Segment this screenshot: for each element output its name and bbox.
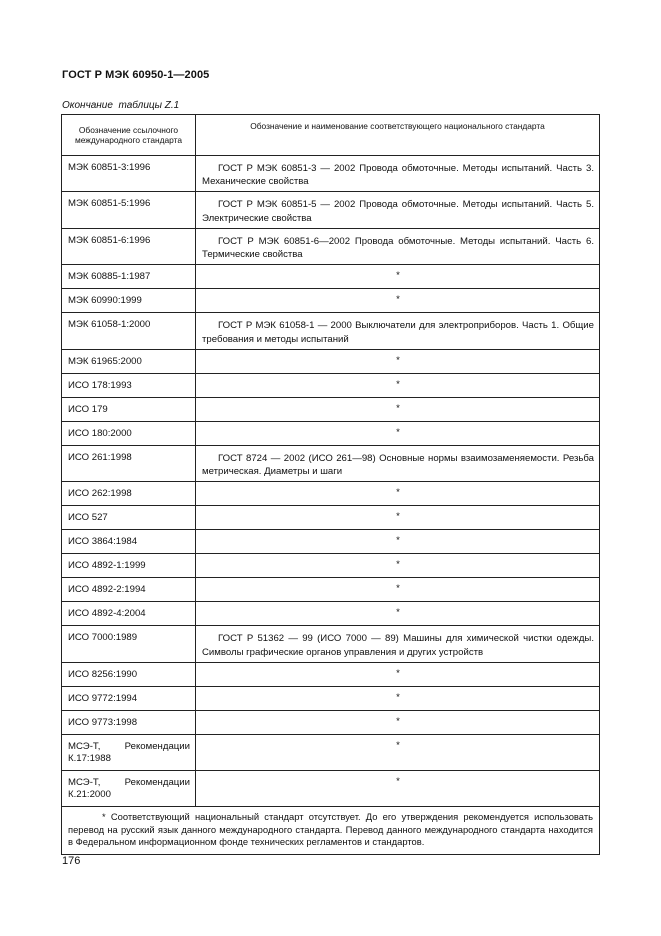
national-standard-cell: * [196,770,600,806]
reference-standard-cell: ИСО 7000:1989 [62,626,196,662]
reference-standard-text: МСЭ-Т, Рекомендации [68,776,190,788]
table-row [62,421,600,445]
table-row [62,626,600,662]
table-row [62,349,600,373]
national-standard-text: ГОСТ 8724 — 2002 (ИСО 261—98) Основные нормы взаимозаменяемости. Резьба метрическая. Диаметры и шаги [202,452,594,478]
national-standard-cell [196,228,600,264]
reference-standard-cell [62,770,196,806]
table-row [62,482,600,506]
national-standard-cell: * [196,506,600,530]
reference-standard-cell: ИСО 179 [62,397,196,421]
national-standard-cell: * [196,482,600,506]
reference-standard-cell: МЭК 61058-1:2000 [62,313,196,349]
table-row [62,710,600,734]
table-header-row [62,115,600,156]
reference-standard-cell: ИСО 4892-4:2004 [62,602,196,626]
col-header-reference: Обозначение ссылочного международного стандарта [62,115,196,156]
reference-standard-cell: МЭК 61965:2000 [62,349,196,373]
national-standard-cell: * [196,397,600,421]
reference-standard-text: МСЭ-Т, Рекомендации [68,740,190,752]
footnote [62,806,600,854]
reference-standard-cell: ИСО 9772:1994 [62,686,196,710]
national-standard-cell: * [196,602,600,626]
reference-standard-cell: ИСО 527 [62,506,196,530]
table-row [62,445,600,481]
table-row [62,506,600,530]
reference-standard-cell [62,734,196,770]
national-standard-cell: * [196,554,600,578]
reference-standard-cell: ИСО 261:1998 [62,445,196,481]
national-standard-text: ГОСТ Р МЭК 60851-5 — 2002 Провода обмоточные. Методы испытаний. Часть 5. Электрические свойства [202,199,594,224]
footnote-text: * Соответствующий национальный стандарт отсутствует. До его утверждения рекомендуется использовать перевод на русский язык данного международного стандарта. Перевод данного международного стандарта находится в Федеральном информационном фонде технических регламентов и стандартов. [68,810,593,848]
reference-standard-cell: ИСО 8256:1990 [62,662,196,686]
national-standard-cell: * [196,578,600,602]
table-row [62,192,600,228]
document-header: ГОСТ Р МЭК 60950-1—2005 [62,69,210,81]
table-row [62,734,600,770]
national-standard-cell [196,626,600,662]
page-number: 176 [62,855,81,867]
standards-table [61,114,600,855]
national-standard-text: ГОСТ Р МЭК 60851-3 — 2002 Провода обмоточные. Методы испытаний. Часть 3. Механические свойства [202,163,594,188]
reference-standard-cell: ИСО 262:1998 [62,482,196,506]
table-row [62,554,600,578]
national-standard-cell: * [196,662,600,686]
reference-standard-cell: МЭК 60851-5:1996 [62,192,196,228]
table-row [62,662,600,686]
national-standard-text: ГОСТ Р 51362 — 99 (ИСО 7000 — 89) Машины для химической чистки одежды. Символы графические органов управления и других устройств [202,633,594,658]
table-row [62,228,600,264]
national-standard-cell [196,156,600,192]
caption-prefix: Окончание [62,100,113,111]
col-header-national: Обозначение и наименование соответствующего национального стандарта [196,115,600,156]
reference-standard-cell: МЭК 60990:1999 [62,289,196,313]
reference-standard-cell: МЭК 60885-1:1987 [62,265,196,289]
table-body [62,156,600,807]
table-row [62,373,600,397]
national-standard-cell: * [196,265,600,289]
reference-standard-cell: ИСО 4892-1:1999 [62,554,196,578]
national-standard-cell: * [196,373,600,397]
national-standard-cell: * [196,686,600,710]
national-standard-cell: * [196,349,600,373]
reference-standard-text-line2: К.17:1988 [68,753,111,765]
national-standard-cell: * [196,421,600,445]
national-standard-cell [196,192,600,228]
table-caption [62,100,179,111]
reference-standard-cell: ИСО 4892-2:1994 [62,578,196,602]
reference-standard-cell: ИСО 178:1993 [62,373,196,397]
table-row [62,289,600,313]
table-row [62,770,600,806]
reference-standard-cell: ИСО 3864:1984 [62,530,196,554]
national-standard-cell [196,445,600,481]
national-standard-text: ГОСТ Р МЭК 61058-1 — 2000 Выключатели для электроприборов. Часть 1. Общие требования и методы испытаний [202,320,594,345]
national-standard-cell: * [196,734,600,770]
table-row [62,313,600,349]
national-standard-text: ГОСТ Р МЭК 60851-6—2002 Провода обмоточные. Методы испытаний. Часть 6. Термические свойства [202,235,594,261]
table-row [62,686,600,710]
reference-standard-cell: ИСО 180:2000 [62,421,196,445]
national-standard-cell: * [196,289,600,313]
reference-standard-cell: МЭК 60851-6:1996 [62,228,196,264]
national-standard-cell [196,313,600,349]
footnote-row [62,806,600,854]
table-row [62,578,600,602]
table-row [62,156,600,192]
table-row [62,530,600,554]
reference-standard-cell: МЭК 60851-3:1996 [62,156,196,192]
caption-table-label: таблицы Z.1 [118,100,180,111]
reference-standard-text-line2: К.21:2000 [68,789,111,801]
national-standard-cell: * [196,710,600,734]
table-row [62,265,600,289]
table-row [62,397,600,421]
reference-standard-cell: ИСО 9773:1998 [62,710,196,734]
table-row [62,602,600,626]
national-standard-cell: * [196,530,600,554]
